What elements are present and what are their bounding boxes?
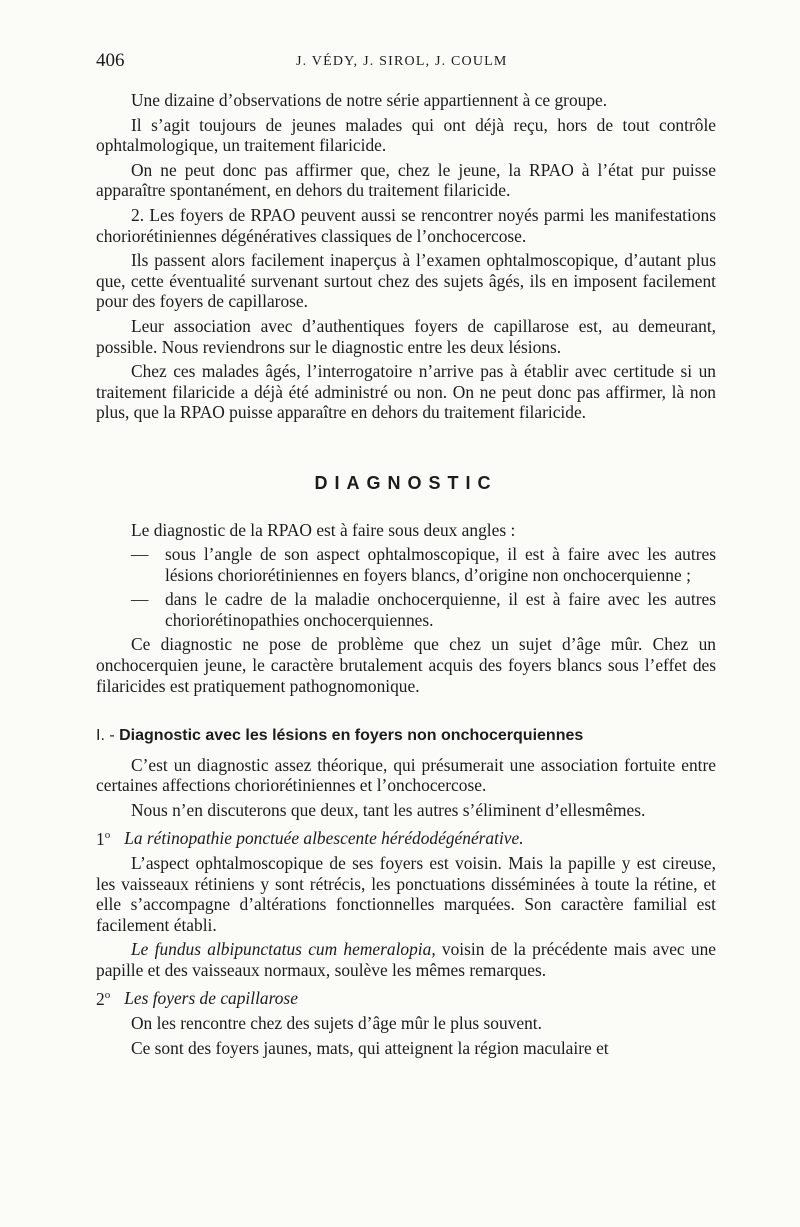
item-number: 1 [96,828,105,849]
numbered-item-title [96,985,716,1009]
paragraph: Ce sont des foyers jaunes, mats, qui atteignent la région maculaire et [131,1037,609,1058]
body-text [96,90,716,1062]
dash-item-text: dans le cadre de la maladie onchocerquienne, il est à faire avec les autres choriorétinopathies onchocerquiennes. [165,589,716,630]
dash-mark: — [131,544,149,565]
subsection-prefix: I. - [96,727,115,745]
section-heading-diagnostic: DIAGNOSTIC [314,472,498,493]
paragraph: Leur association avec d’authentiques foyers de capillarose est, au demeurant, possible. Nous reviendrons sur le diagnostic entre les deux lésions. [96,315,716,357]
item-number-ordinal: o [104,988,111,1001]
authors-header: J. VÉDY, J. SIROL, J. COULM [296,54,508,69]
paragraph: On les rencontre chez des sujets d’âge mûr le plus souvent. [131,1012,542,1033]
item-title: Les foyers de capillarose [124,988,298,1009]
dash-list-item [96,544,716,585]
italic-term: Le fundus albipunctatus cum hemeralopia, [131,939,436,960]
running-header [96,50,716,72]
item-title: La rétinopathie ponctuée albescente hérédodégénérative. [124,828,524,849]
paragraph: Ce diagnostic ne pose de problème que chez un sujet d’âge mûr. Chez un onchocerquien jeune, le caractère brutalement acquis des foyers blancs sous l’effet des filaricides est pratiquement pathognomonique. [96,634,716,696]
paragraph: Il s’agit toujours de jeunes malades qui ont déjà reçu, hors de tout contrôle ophtalmologique, un traitement filaricide. [96,114,716,156]
paragraph: Une dizaine d’observations de notre série appartiennent à ce groupe. [131,90,608,110]
dash-item-text: sous l’angle de son aspect ophtalmoscopique, il est à faire avec les autres lésions choriorétiniennes en foyers blancs, d’origine non onchocerquienne ; [165,544,716,585]
subsection-heading [96,726,716,747]
numbered-item-title [96,825,716,849]
subsection-title: Diagnostic avec les lésions en foyers non onchocerquiennes [119,727,584,745]
page-number: 406 [96,50,125,71]
paragraph-text: voisin de la précédente mais avec une papille et des vaisseaux normaux, soulève les mêmes remarques. [96,939,716,980]
item-number: 2 [96,988,105,1009]
paragraph: Ils passent alors facilement inaperçus à l’examen ophtalmoscopique, d’autant plus que, cette éventualité survenant surtout chez des sujets âgés, ils en imposent facilement pour des foyers de capillarose. [96,250,716,312]
paragraph: Nous n’en discuterons que deux, tant les autres s’éliminent d’ellesmêmes. [131,800,646,821]
diagnostic-intro: Le diagnostic de la RPAO est à faire sous deux angles : [131,519,516,540]
item-number-ordinal: o [104,828,111,841]
paragraph: L’aspect ophtalmoscopique de ses foyers est voisin. Mais la papille y est cireuse, les vaisseaux rétiniens y sont rétrécis, les ponctuations disséminées à toute la rétine, et elle s’accompagne d’altérations fonctionnelles marquées. Son caractère familial est facilement établi. [96,853,716,935]
paragraph [96,939,716,980]
paragraph: 2. Les foyers de RPAO peuvent aussi se rencontrer noyés parmi les manifestations choriorétiniennes dégénératives classiques de l’onchocercose. [96,204,716,246]
paragraph: Chez ces malades âgés, l’interrogatoire n’arrive pas à établir avec certitude si un traitement filaricide a déjà été administré ou non. On ne peut donc pas affirmer, là non plus, que la RPAO puisse apparaître en dehors du traitement filaricide. [96,361,716,423]
paragraph: C’est un diagnostic assez théorique, qui présumerait une association fortuite entre certaines affections choriorétiniennes et l’onchocercose. [96,754,716,796]
dash-list-item [96,589,716,630]
paragraph: On ne peut donc pas affirmer que, chez le jeune, la RPAO à l’état pur puisse apparaître spontanément, en dehors du traitement filaricide. [96,159,716,201]
dash-mark: — [131,589,149,610]
